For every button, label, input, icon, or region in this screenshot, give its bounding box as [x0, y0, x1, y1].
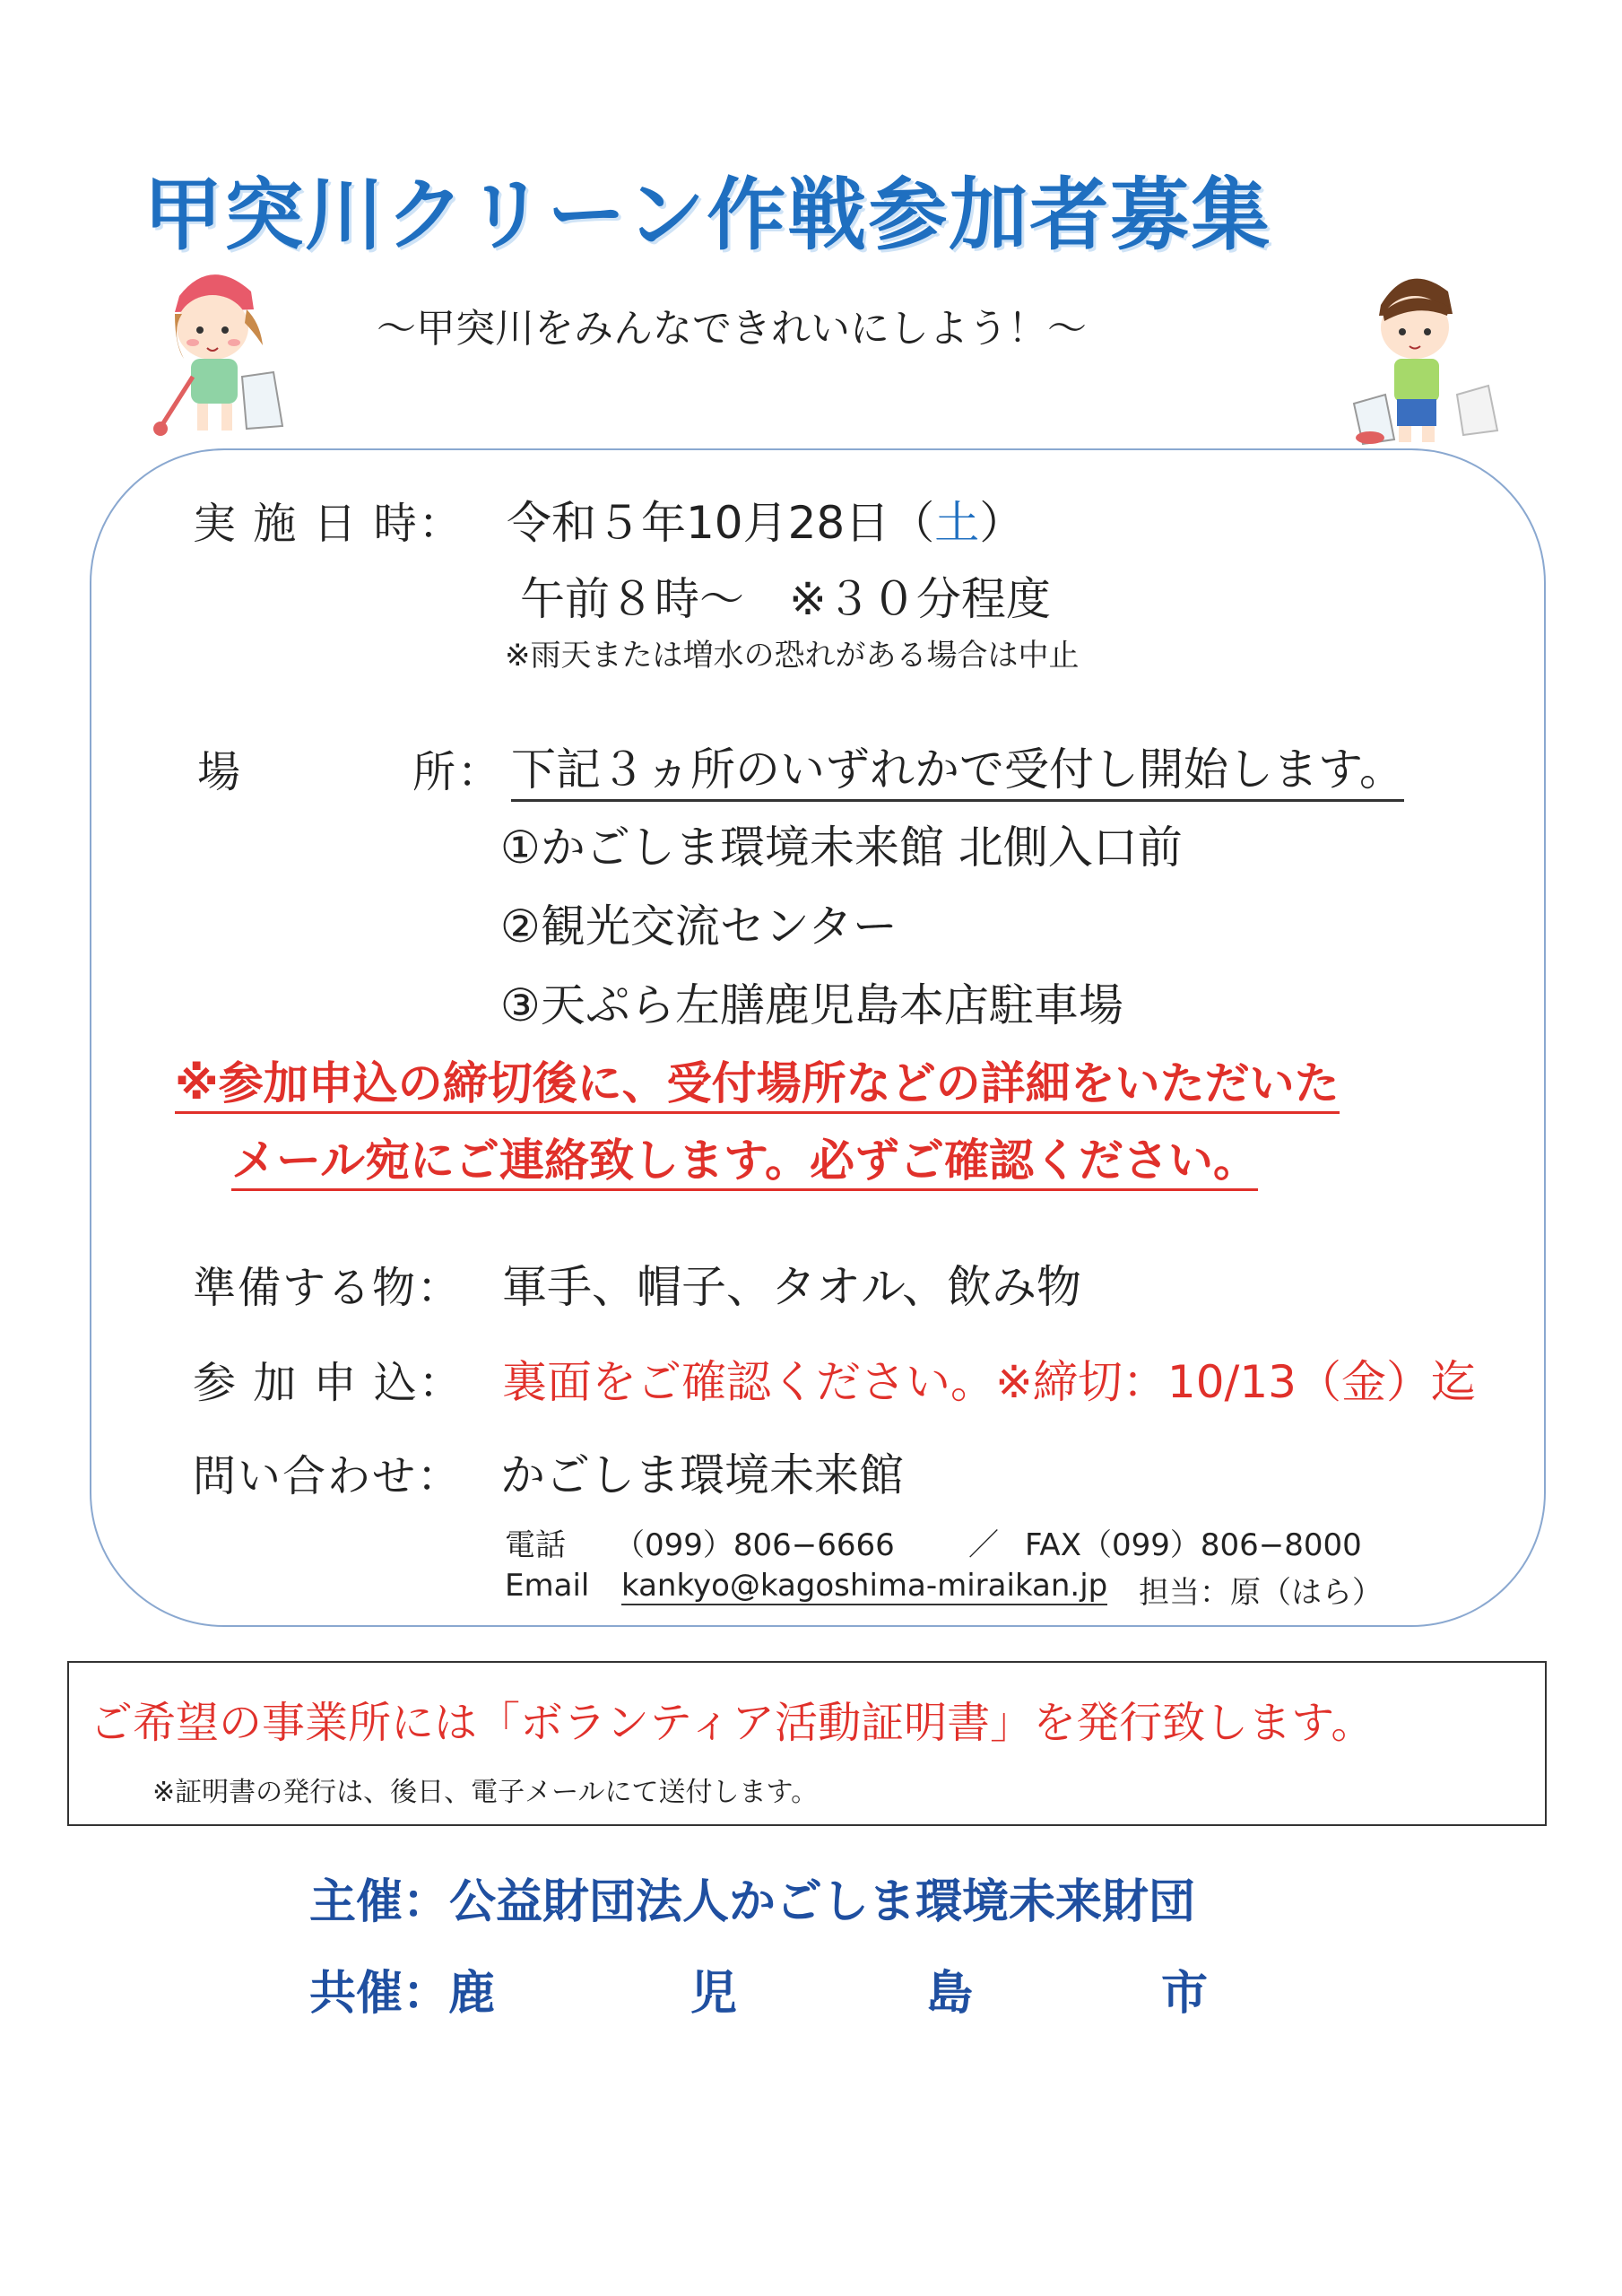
contact-email-label: Email — [505, 1568, 590, 1604]
girl-with-trash-bag-icon — [148, 260, 300, 439]
organizer-cohost-char-1: 鹿 — [448, 1967, 496, 2021]
notice-line-2-text: メール宛にご連絡致します。必ずご確認ください。 — [231, 1135, 1258, 1191]
schedule-date-close: ） — [979, 497, 1025, 549]
schedule-date-main: 令和５年10月28日（ — [507, 497, 935, 549]
rain-note: ※雨天または増水の恐れがある場合は中止 — [505, 638, 1080, 674]
contact-separator: ／ — [968, 1527, 999, 1563]
schedule-date — [507, 487, 1024, 552]
items-value: 軍手、帽子、タオル、飲み物 — [502, 1261, 1081, 1313]
location-2: ②観光交流センター — [500, 900, 898, 952]
contact-phone: （099）806−6666 — [614, 1527, 895, 1563]
notice-line-1-text: ※参加申込の締切後に、受付場所などの詳細をいただいた — [175, 1057, 1340, 1114]
items-label: 準備する物： — [193, 1263, 463, 1313]
organizer-cohost-char-4: 市 — [1161, 1967, 1209, 2021]
contact-fax: FAX（099）806−8000 — [1025, 1527, 1362, 1563]
place-lead — [511, 734, 1404, 798]
contact-label: 問い合わせ： — [193, 1451, 463, 1501]
contact-org: かごしま環境未来館 — [500, 1449, 904, 1501]
organizer-cohost-char-2: 児 — [690, 1967, 738, 2021]
location-1: ①かごしま環境未来館 北側入口前 — [500, 822, 1183, 874]
location-3: ③天ぷら左膳鹿児島本店駐車場 — [500, 979, 1123, 1031]
contact-email-link[interactable]: kankyo@kagoshima-miraikan.jp — [621, 1568, 1108, 1604]
place-label-left: 場 — [197, 747, 243, 797]
page-subtitle: ～甲突川をみんなできれいにしよう！～ — [377, 306, 1087, 352]
certificate-note: ※証明書の発行は、後日、電子メールにて送付します。 — [152, 1777, 819, 1808]
contact-person: 担当：原（はら） — [1139, 1575, 1383, 1611]
schedule-time: 午前８時～ ※３０分程度 — [520, 573, 1051, 625]
place-label-right: 所： — [412, 747, 503, 797]
schedule-label: 実 施 日 時： — [193, 499, 464, 549]
notice-line-1 — [175, 1048, 1340, 1112]
schedule-day: 土 — [934, 497, 980, 549]
organizer-cohost-label: 共催： — [309, 1967, 450, 2021]
organizer-cohost-char-3: 島 — [926, 1967, 974, 2021]
organizer-host: 主催：公益財団法人かごしま環境未来財団 — [309, 1875, 1196, 1929]
contact-phone-label: 電話 — [505, 1527, 566, 1563]
apply-label: 参 加 申 込： — [193, 1358, 464, 1408]
page-title: 甲突川クリーン作戦参加者募集 — [143, 169, 1272, 261]
place-lead-text: 下記３ヵ所のいずれかで受付し開始します。 — [511, 744, 1404, 802]
contact-email[interactable] — [621, 1568, 1107, 1604]
apply-value: 裏面をご確認ください。※締切：10/13（金）迄 — [502, 1356, 1476, 1408]
boy-with-trash-bag-icon — [1345, 260, 1506, 448]
certificate-main: ご希望の事業所には「ボランティア活動証明書」を発行致します。 — [90, 1698, 1375, 1748]
notice-line-2 — [231, 1125, 1258, 1189]
